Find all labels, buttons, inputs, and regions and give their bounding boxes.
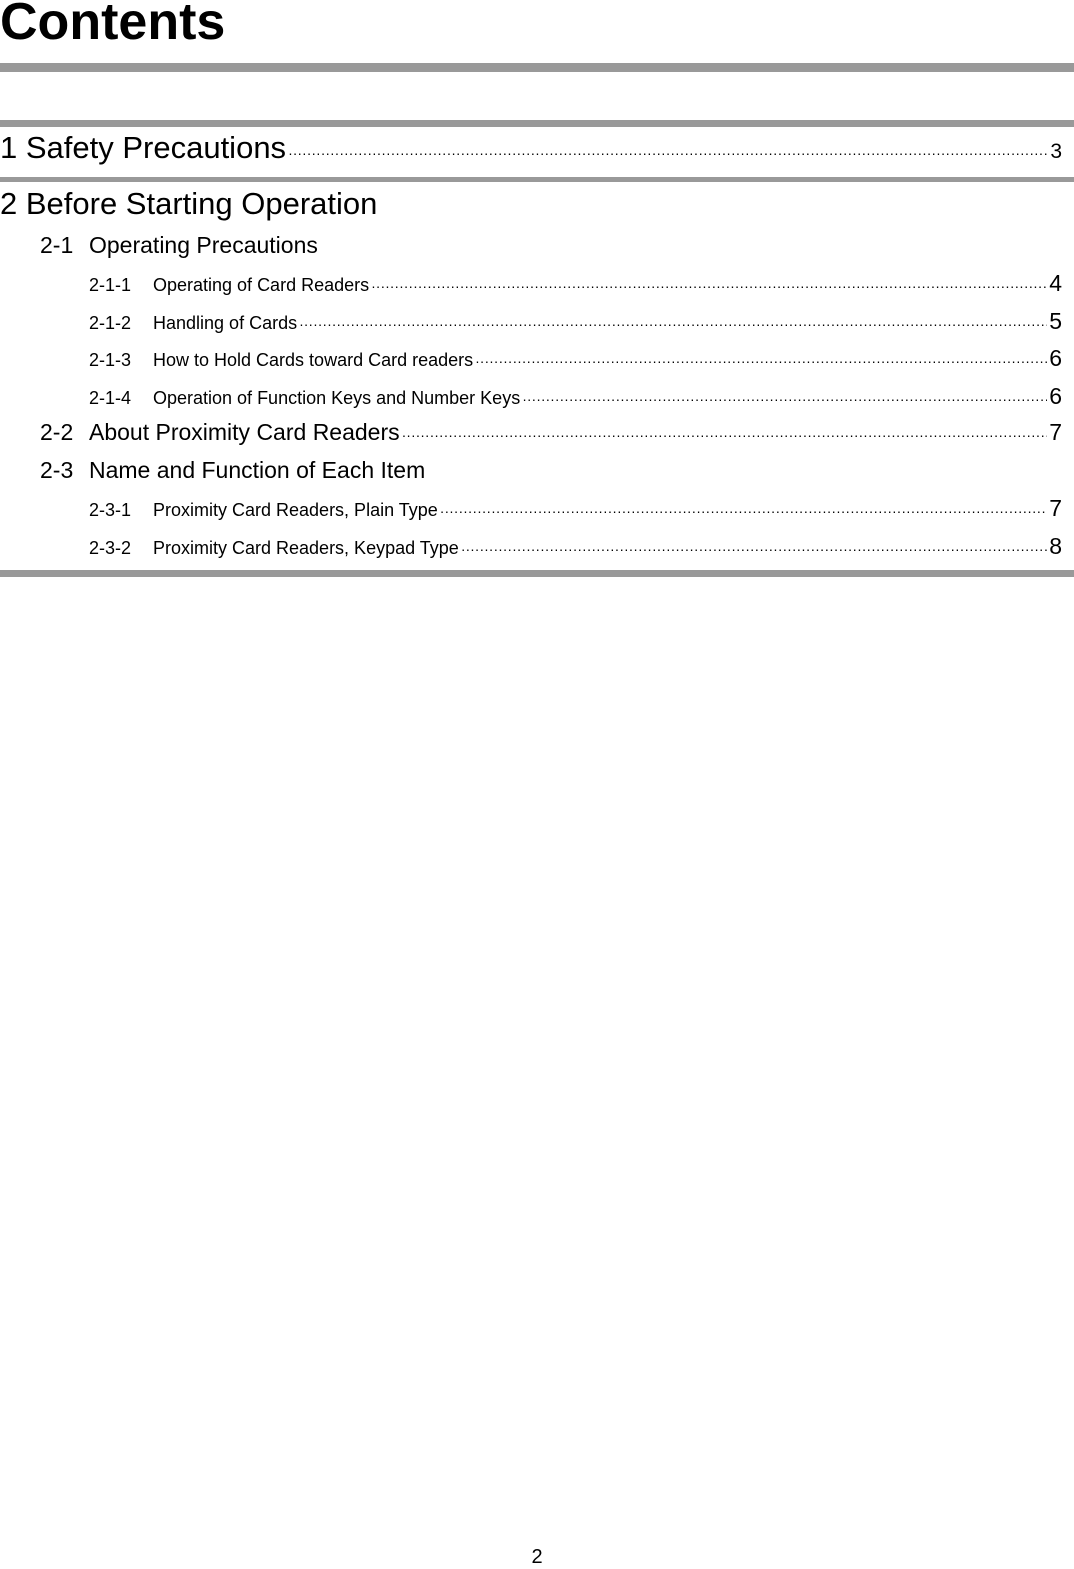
- toc-subsection-2-3-1[interactable]: [89, 495, 1062, 522]
- toc-subsection-2-1-4[interactable]: [89, 383, 1062, 410]
- toc-section-2-1-num: 2-1: [40, 232, 74, 258]
- chapter1-top-rule: [0, 120, 1074, 127]
- toc-chapter-1-label: 1 Safety Precautions: [0, 130, 287, 165]
- toc-subsection-2-3-2-page: 8: [1049, 533, 1062, 559]
- dot-leader: [371, 278, 1047, 294]
- page-title: Contents: [0, 0, 226, 51]
- dot-leader: [299, 316, 1047, 332]
- toc-subsection-2-1-2-num: 2-1-2: [89, 313, 132, 333]
- toc-section-2-1-label: Operating Precautions: [89, 232, 318, 258]
- toc-subsection-2-1-2-label: Handling of Cards: [153, 313, 298, 333]
- toc-subsection-2-1-3[interactable]: [89, 345, 1062, 372]
- dot-leader: [288, 145, 1048, 161]
- toc-bottom-rule: [0, 570, 1074, 577]
- toc-subsection-2-1-1-label: Operating of Card Readers: [153, 275, 370, 295]
- toc-section-2-2[interactable]: [40, 419, 1062, 446]
- toc-section-2-3-label: Name and Function of Each Item: [89, 457, 426, 483]
- toc-subsection-2-1-2[interactable]: [89, 308, 1062, 335]
- toc-section-2-1[interactable]: [40, 232, 318, 259]
- toc-subsection-2-3-2[interactable]: [89, 533, 1062, 560]
- toc-subsection-2-1-3-page: 6: [1049, 345, 1062, 371]
- footer-page-number: 2: [531, 1546, 543, 1568]
- toc-chapter-2[interactable]: [0, 186, 377, 222]
- toc-subsection-2-1-2-page: 5: [1049, 308, 1062, 334]
- toc-subsection-2-3-2-num: 2-3-2: [89, 538, 132, 558]
- toc-section-2-2-label: About Proximity Card Readers: [89, 419, 400, 445]
- toc-subsection-2-1-4-page: 6: [1049, 383, 1062, 409]
- title-rule: [0, 63, 1074, 72]
- toc-subsection-2-3-1-label: Proximity Card Readers, Plain Type: [153, 500, 438, 520]
- toc-section-2-3-num: 2-3: [40, 457, 74, 483]
- toc-subsection-2-1-1[interactable]: [89, 270, 1062, 297]
- toc-section-2-2-num: 2-2: [40, 419, 74, 445]
- toc-subsection-2-1-3-num: 2-1-3: [89, 350, 132, 370]
- toc-subsection-2-3-2-label: Proximity Card Readers, Keypad Type: [153, 538, 459, 558]
- toc-subsection-2-3-1-page: 7: [1049, 495, 1062, 521]
- toc-section-2-2-page: 7: [1049, 419, 1062, 445]
- dot-leader: [402, 427, 1048, 443]
- chapter2-top-rule: [0, 177, 1074, 182]
- dot-leader: [475, 353, 1047, 369]
- dot-leader: [461, 541, 1047, 557]
- toc-subsection-2-3-1-num: 2-3-1: [89, 500, 132, 520]
- toc-subsection-2-1-3-label: How to Hold Cards toward Card readers: [153, 350, 474, 370]
- dot-leader: [440, 503, 1047, 519]
- toc-chapter-2-label: 2 Before Starting Operation: [0, 186, 378, 221]
- toc-subsection-2-1-4-num: 2-1-4: [89, 388, 132, 408]
- toc-chapter-1-page: 3: [1050, 140, 1062, 163]
- toc-subsection-2-1-4-label: Operation of Function Keys and Number Keys: [153, 388, 521, 408]
- dot-leader: [522, 391, 1047, 407]
- toc-subsection-2-1-1-num: 2-1-1: [89, 275, 132, 295]
- toc-section-2-3[interactable]: [40, 457, 425, 484]
- toc-chapter-1[interactable]: [0, 130, 1062, 166]
- toc-subsection-2-1-1-page: 4: [1049, 270, 1062, 296]
